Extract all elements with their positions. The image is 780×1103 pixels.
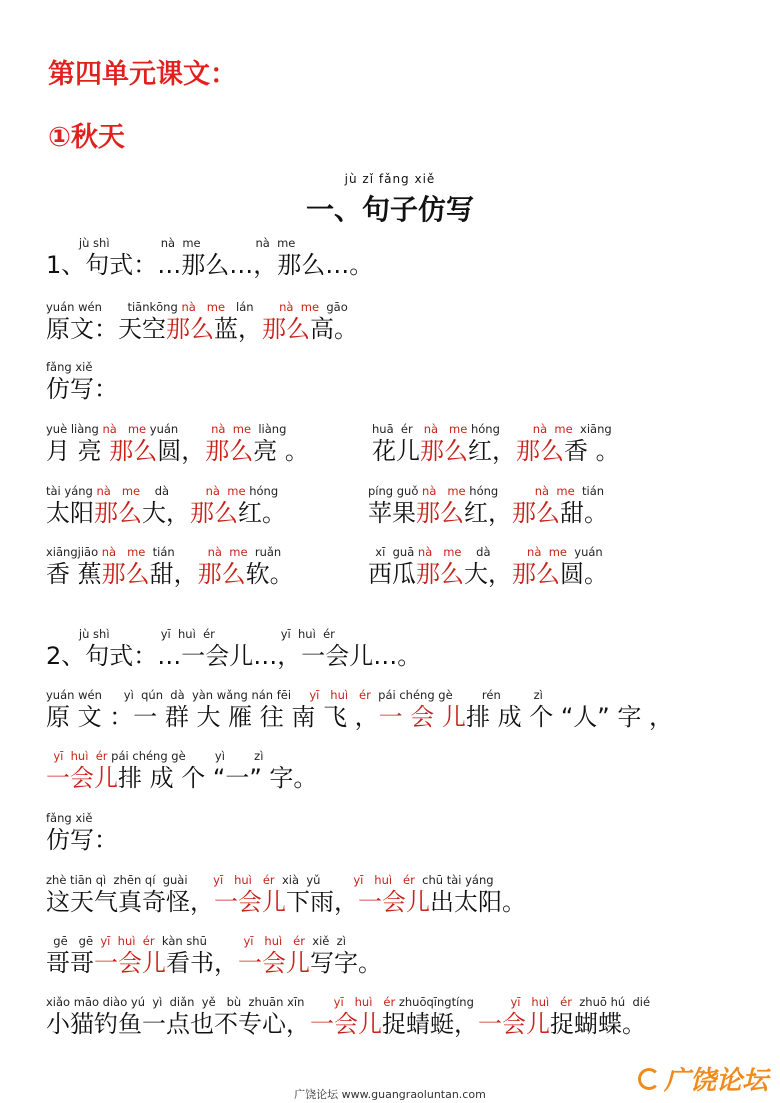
pinyin-segment: gē gē [46, 934, 101, 948]
pinyin-segment: yuán wén yì qún dà yàn wǎng nán fēi [46, 688, 310, 702]
pinyin-row [46, 688, 673, 702]
pinyin-segment: hóng [245, 484, 279, 498]
text-segment: 蓝， [214, 315, 262, 343]
pinyin-segment: yī huì ér [213, 873, 275, 887]
highlight-phrase: 那么 [516, 437, 564, 465]
pinyin-segment: píng guǒ [368, 484, 423, 498]
pinyin-row [46, 236, 373, 250]
text-segment: 软。 [245, 560, 294, 588]
lesson-title: ①秋天 [48, 122, 125, 153]
pinyin-segment: dà [461, 545, 528, 559]
text-segment: 苹果 [368, 499, 416, 527]
hanzi-row [368, 498, 608, 528]
hanzi-row [46, 1009, 650, 1039]
pinyin-segment: huā ér [372, 422, 424, 436]
text-segment: 原 文 ：一 群 大 雁 往 南 飞 ， [46, 703, 379, 731]
pinyin-row [372, 422, 620, 436]
pinyin-segment: dà [140, 484, 206, 498]
pinyin-segment: tián [145, 545, 208, 559]
highlight-phrase: 一会儿 [310, 1010, 382, 1038]
pinyin-segment: xiāngjiāo [46, 545, 102, 559]
text-segment: 红， [464, 499, 512, 527]
hanzi-row [46, 825, 118, 855]
pinyin-segment: liàng [251, 422, 287, 436]
sentence-line [46, 811, 118, 855]
logo-icon [638, 1068, 660, 1090]
pinyin-segment: pái chéng gè yì zì [107, 749, 264, 763]
highlight-phrase: 那么 [512, 560, 560, 588]
pinyin-segment: jù shì nà me nà me [46, 236, 296, 250]
pinyin-segment: yī huì ér [243, 934, 305, 948]
pinyin-segment: nà me [532, 422, 573, 436]
text-segment: 2、句式：…一会儿…，一会儿…。 [46, 642, 422, 670]
highlight-phrase: 那么 [109, 437, 158, 465]
text-segment: 甜。 [560, 499, 608, 527]
sentence-line [46, 422, 309, 466]
pinyin-segment: yuè liàng [46, 422, 103, 436]
sentence-line [368, 545, 608, 589]
highlight-phrase: 一会儿 [46, 764, 118, 792]
pinyin-row [368, 484, 608, 498]
hanzi-row [46, 436, 309, 466]
text-segment: 香 。 [564, 437, 620, 465]
highlight-phrase: 那么 [416, 560, 464, 588]
pinyin-segment: yī huì ér [100, 934, 155, 948]
sentence-line [46, 300, 358, 344]
pinyin-segment: xiāng [572, 422, 612, 436]
pinyin-segment: xià yǔ [274, 873, 354, 887]
pinyin-segment: tián [574, 484, 605, 498]
text-segment: 看书， [166, 949, 238, 977]
pinyin-segment: jù shì yī huì ér yī huì ér [46, 627, 335, 641]
sentence-line [46, 360, 118, 404]
pinyin-segment: lán [225, 300, 280, 314]
text-segment: 出太阳。 [430, 888, 526, 916]
pinyin-row [46, 360, 118, 374]
pinyin-segment: yī huì ér [333, 995, 396, 1009]
hanzi-row [46, 641, 421, 671]
pinyin-segment: ruǎn [247, 545, 282, 559]
pinyin-row [46, 545, 294, 559]
pinyin-segment: fǎng xiě [46, 811, 93, 825]
pinyin-segment: nà me [207, 545, 248, 559]
text-segment: 仿写： [46, 826, 118, 854]
pinyin-segment: fǎng xiě [46, 360, 93, 374]
pinyin-segment: pái chéng gè rén zì [370, 688, 543, 702]
pinyin-segment: nà me [181, 300, 226, 314]
text-segment: 圆， [157, 437, 206, 465]
pinyin-segment: zhè tiān qì zhēn qí guài [46, 873, 214, 887]
pinyin-segment: yuán [566, 545, 603, 559]
highlight-phrase: 那么 [101, 560, 150, 588]
sentence-line [46, 749, 317, 793]
pinyin-row [46, 995, 650, 1009]
pinyin-segment: yuán [146, 422, 212, 436]
unit-heading: 第四单元课文： [48, 59, 237, 90]
pinyin-segment: nà me [101, 545, 146, 559]
hanzi-row [46, 763, 317, 793]
sentence-line [46, 995, 650, 1039]
highlight-phrase: 那么 [262, 315, 310, 343]
text-segment: 花儿 [372, 437, 420, 465]
logo-text: 广饶论坛 [663, 1066, 768, 1096]
sentence-line [46, 627, 421, 671]
pinyin-row [46, 627, 421, 641]
pinyin-row [46, 749, 317, 763]
highlight-phrase: 那么 [205, 437, 254, 465]
pinyin-row [368, 545, 608, 559]
pinyin-segment: nà me [102, 422, 147, 436]
highlight-phrase: 那么 [197, 560, 246, 588]
text-segment: 大， [142, 499, 190, 527]
pinyin-segment: hóng [467, 422, 533, 436]
text-segment: 仿写： [46, 375, 118, 403]
pinyin-segment: yī huì ér [53, 749, 108, 763]
sentence-line [46, 484, 286, 528]
text-segment: 甜， [149, 560, 198, 588]
pinyin-segment: nà me [211, 422, 252, 436]
text-segment: 排 成 个 “一” 字。 [118, 764, 318, 792]
pinyin-segment: nà me [534, 484, 575, 498]
pinyin-segment: xī guā [368, 545, 418, 559]
pinyin-segment: tài yáng [46, 484, 97, 498]
hanzi-row [46, 314, 358, 344]
highlight-phrase: 那么 [512, 499, 560, 527]
pinyin-segment: chū tài yáng [414, 873, 494, 887]
text-segment: 香 蕉 [46, 560, 102, 588]
highlight-phrase: 一会儿 [238, 949, 310, 977]
text-segment: 红。 [238, 499, 286, 527]
pinyin-segment: yī huì ér [510, 995, 572, 1009]
text-segment: 哥哥 [46, 949, 94, 977]
pinyin-segment: yī huì ér [309, 688, 371, 702]
hanzi-row [372, 436, 620, 466]
footer-watermark: 广饶论坛 www.guangraoluntan.com [294, 1088, 486, 1101]
hanzi-row [46, 498, 286, 528]
pinyin-row [46, 934, 382, 948]
sentence-line [372, 422, 620, 466]
text-segment: 1、句式：…那么…，那么…。 [46, 251, 374, 279]
text-segment: 月 亮 [46, 437, 110, 465]
pinyin-segment: xiǎo māo diào yú yì diǎn yě bù zhuān xīn [46, 995, 334, 1009]
sentence-line [368, 484, 608, 528]
section-title: 一、句子仿写 [305, 193, 474, 226]
text-segment: 红， [468, 437, 516, 465]
text-segment: 这天气真奇怪， [46, 888, 214, 916]
text-segment: 西瓜 [368, 560, 416, 588]
text-segment: 原文：天空 [46, 315, 166, 343]
pinyin-segment: kàn shū [154, 934, 244, 948]
hanzi-row [46, 948, 382, 978]
pinyin-segment: gāo [319, 300, 348, 314]
pinyin-segment: zhuōqīngtíng [395, 995, 511, 1009]
pinyin-segment: nà me [422, 484, 466, 498]
text-segment: 排 成 个 “人” 字 ， [465, 703, 673, 731]
sentence-line [46, 934, 382, 978]
pinyin-row [46, 811, 118, 825]
pinyin-segment: nà me [205, 484, 246, 498]
hanzi-row [46, 250, 373, 280]
hanzi-row [368, 559, 608, 589]
highlight-phrase: 那么 [94, 499, 142, 527]
highlight-phrase: 那么 [416, 499, 464, 527]
pinyin-row [46, 300, 358, 314]
highlight-phrase: 一会儿 [94, 949, 166, 977]
pinyin-segment: nà me [279, 300, 320, 314]
highlight-phrase: 那么 [420, 437, 468, 465]
highlight-phrase: 一会儿 [478, 1010, 550, 1038]
text-segment: 大， [464, 560, 512, 588]
highlight-phrase: 一会儿 [214, 888, 286, 916]
site-logo [638, 1060, 768, 1097]
text-segment: 写字。 [310, 949, 382, 977]
text-segment: 下雨， [286, 888, 358, 916]
pinyin-segment: nà me [527, 545, 567, 559]
sentence-line [46, 688, 673, 732]
pinyin-segment: nà me [417, 545, 462, 559]
pinyin-row [46, 484, 286, 498]
pinyin-row [46, 873, 526, 887]
hanzi-row [46, 887, 526, 917]
highlight-phrase: 那么 [190, 499, 238, 527]
text-segment: 捉蜻蜓， [382, 1010, 478, 1038]
section-title-pinyin: jù zǐ fǎng xiě [344, 172, 436, 186]
text-segment: 太阳 [46, 499, 94, 527]
text-segment: 高。 [310, 315, 358, 343]
sentence-line [46, 236, 373, 280]
hanzi-row [46, 559, 294, 589]
text-segment: 捉蝴蝶。 [550, 1010, 646, 1038]
highlight-phrase: 那么 [166, 315, 214, 343]
pinyin-row [46, 422, 309, 436]
hanzi-row [46, 374, 118, 404]
text-segment: 亮 。 [253, 437, 309, 465]
pinyin-segment: nà me [96, 484, 141, 498]
pinyin-segment: nà me [423, 422, 468, 436]
text-segment: 圆。 [560, 560, 608, 588]
highlight-phrase: 一 会 儿 [378, 703, 466, 731]
pinyin-segment: yī huì ér [353, 873, 415, 887]
hanzi-row [46, 702, 673, 732]
pinyin-segment: zhuō hú dié [571, 995, 651, 1009]
pinyin-segment: yuán wén tiānkōng [46, 300, 182, 314]
text-segment: 小猫钓鱼一点也不专心， [46, 1010, 310, 1038]
highlight-phrase: 一会儿 [358, 888, 430, 916]
sentence-line [46, 545, 294, 589]
pinyin-segment: xiě zì [304, 934, 346, 948]
sentence-line [46, 873, 526, 917]
pinyin-segment: hóng [465, 484, 535, 498]
